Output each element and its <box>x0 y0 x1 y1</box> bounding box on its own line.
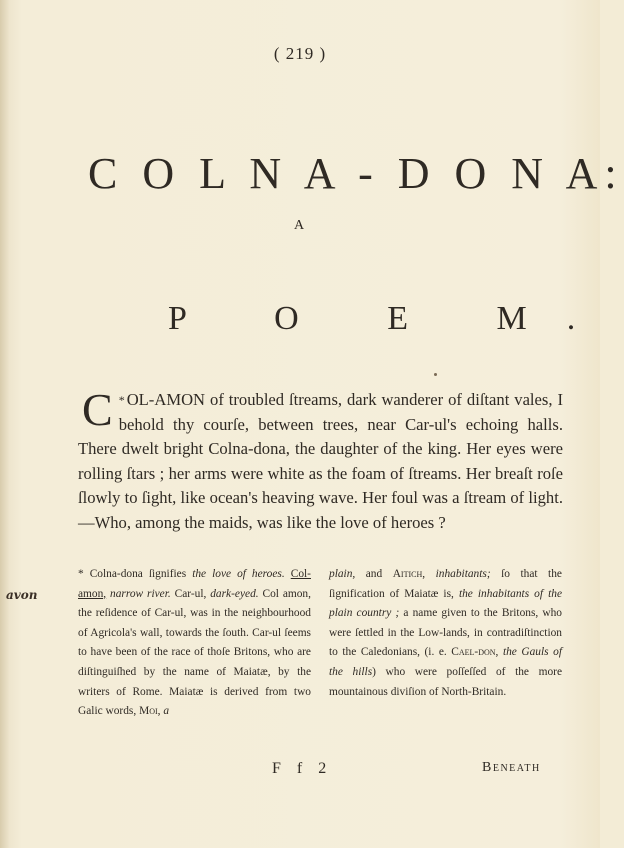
title-dash: - <box>358 149 380 198</box>
body-text: of troubled ſtreams, dark wanderer of diſtant vales, I behold thy courſe, between trees, near Car-ul's echoing halls. There dwelt bright Colna-dona, the daughter of the king. Her eyes were rolling ſtars ; her arms were white as the foam of ſtreams. Her breaſt roſe ſlowly to ſight, like ocean's heaving wave. Her foul was a ſtream of light.—Who, among the maids, was like the love of heroes ? <box>78 390 564 532</box>
footnotes <box>78 565 562 722</box>
footnote-star: * <box>78 568 84 580</box>
poem-body <box>78 384 564 536</box>
footnote-italic: dark-eyed. <box>210 587 259 600</box>
footnote-italic: the inhabitants of the plain country ; <box>329 587 562 620</box>
footnote-text: Car-ul, <box>174 587 207 600</box>
footnote-text: Col amon, the reſidence of Car-ul, was in the neighbourhood of Agricola's wall, towards the ſouth. Car-ul ſeems to have been of the race of thoſe Britons, who are diſtinguiſhed by the name of Maiatæ, by the writers of Rome. Maiatæ is derived from two Galic words, <box>78 587 311 718</box>
footnote-italic: inhabitants; <box>435 568 491 580</box>
ink-speck <box>434 373 437 376</box>
footnote-italic: a <box>163 705 170 718</box>
page-spine-shadow <box>0 0 10 848</box>
footnote-column-left <box>78 565 311 722</box>
footnote-smallcaps: Cael-don, <box>451 646 499 659</box>
footnote-italic: the Gauls of the hills <box>329 646 562 678</box>
page-number: ( 219 ) <box>273 44 327 63</box>
footnote-smallcaps: Moi, <box>139 705 161 718</box>
poem-title <box>88 148 624 199</box>
signature-mark: F f 2 <box>272 760 333 777</box>
footnote-text: a name given to the Britons, who were ſettled in the Low-lands, in contradiſtinction to the Caledonians, (i. e. <box>329 607 562 659</box>
footnote-italic: the love of heroes. <box>192 568 285 580</box>
opening-word: OL-AMON <box>126 390 206 409</box>
handwritten-margin-note: avon <box>6 588 38 602</box>
footnote-star: * <box>118 393 125 407</box>
footnote-italic: narrow river. <box>110 587 171 600</box>
footnote-italic: plain, <box>329 568 356 580</box>
drop-cap: C <box>82 384 113 435</box>
footnote-column-right <box>329 565 562 722</box>
title-left: C O L N A <box>88 149 341 198</box>
catchword: Beneath <box>482 760 541 775</box>
title-right: D O N A: <box>397 149 624 198</box>
footnote-text: ) who were poſſeſſed of the more mountainous diviſion of North-Britain. <box>329 665 563 698</box>
footnote-text: Colna-dona ſignifies <box>89 568 187 580</box>
subtitle-poem: P O E M. <box>168 300 616 337</box>
subtitle-article: A <box>293 218 307 233</box>
footnote-text: ſo that the ſignification of Maiatæ is, <box>329 568 562 600</box>
footnote-text: Col-amon, <box>78 568 311 600</box>
footnote-smallcaps: Aitich, <box>392 568 426 580</box>
footnote-text: and <box>365 568 383 580</box>
